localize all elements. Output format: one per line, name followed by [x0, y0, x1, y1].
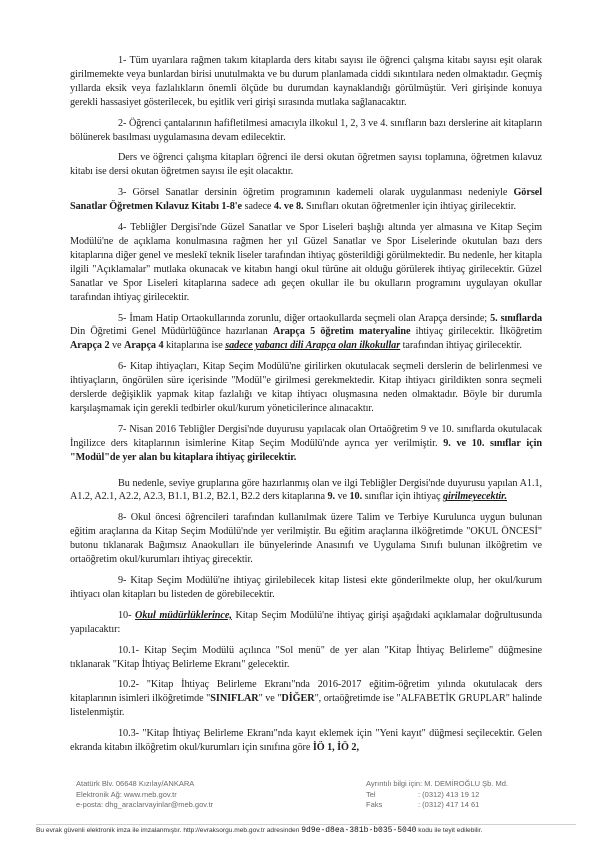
paragraph-6-text-c: ihtiyaç girilecektir. İlköğretim [410, 326, 542, 338]
e-signature-verification-line [36, 824, 576, 838]
footer-web: Elektronik Ağ: www.meb.gov.tr [76, 789, 177, 799]
paragraph-6-bold-a: 5. sınıflarda [490, 312, 542, 324]
footer-fax-label: Faks [366, 800, 383, 809]
letterhead-footer [76, 779, 546, 821]
paragraph-4-bold-a: Görsel Sanatlar Öğretmen Kılavuz Kitabı 1-8'e [70, 187, 542, 213]
footer-fax-row [366, 800, 566, 811]
paragraph-12-text-b: Kitap Seçim Modülü'ne ihtiyaç girişi aşağıdaki açıklamalar doğrultusunda yapılacaktır: [70, 609, 542, 635]
paragraph-4-text-a: 3- Görsel Sanatlar dersinin öğretim programının kademeli olarak uygulanması nedeniyle [118, 187, 514, 199]
paragraph-9-emphasis: girilmeyecektir. [443, 491, 507, 503]
paragraph-12 [70, 609, 542, 637]
verification-prefix: Bu evrak güvenli elektronik imza ile imzalanmıştır. http://evraksorgu.meb.gov.tr adresinden [36, 827, 300, 834]
paragraph-1: 1- Tüm uyarılara rağmen takım kitaplarda ders kitabı sayısı ile öğrenci çalışma kitabı sayısı eşit olarak girilmemekte veya bunlardan birisi unutulmakta ve bu durum planlamada ciddi sıkıntılara neden olmaktadır. Geçmiş yıllarda eksik veya fazlalıkların önemli ölçüde bu durumdan kaynaklandığı görülmüştür. Veri girişinde konuya gerekli hassasiyet gösterilecek, bu eşitlik veri girişi sırasında mutlaka sağlanacaktır. [70, 55, 542, 108]
paragraph-13: 10.1- Kitap Seçim Modülü açılınca "Sol menü" de yer alan "Kitap İhtiyaç Belirleme" düğmesine tıklanarak "Kitap İhtiyaç Belirleme Ekranı" gelecektir. [70, 644, 542, 670]
paragraph-4-text-c: Sınıfları okutan öğretmenler için ihtiyaç girilecektir. [303, 201, 516, 213]
footer-address-block [76, 779, 276, 811]
footer-tel-label: Tel [366, 789, 376, 799]
paragraph-6-emphasis: sadece yabancı dili Arapça olan ilkokullar [225, 340, 401, 352]
paragraph-4 [70, 186, 542, 214]
paragraph-14-text-a: 10.2- "Kitap İhtiyaç Belirleme Ekranı"nda 2016-2017 eğitim-öğretim yılında okutulacak ders kitaplarının isimleri ilköğretimde " [70, 679, 542, 705]
paragraph-11: 9- Kitap Seçim Modülü'ne ihtiyaç girilebilecek kitap listesi ekte gönderilmekte olup, her okul/kurum ihtiyacı olan kitapları bu listeden de görebilecektir. [70, 575, 542, 600]
paragraph-9-text-c: sınıflar için ihtiyaç [362, 491, 443, 503]
paragraph-15-bold: İÖ 1, İÖ 2, [312, 742, 359, 754]
paragraph-6-bold-b: Arapça 5 öğretim materyaline [272, 326, 411, 338]
document-body [70, 54, 542, 762]
footer-tel-value: : (0312) 413 19 12 [418, 789, 480, 799]
footer-fax-value: : (0312) 417 14 61 [418, 800, 480, 809]
paragraph-9-bold-b: 10. [349, 491, 363, 503]
paragraph-15-text: 10.3- "Kitap İhtiyaç Belirleme Ekranı"nda kayıt eklemek için "Yeni kayıt" düğmesi seçilecektir. Gelen ekranda kitabın ilköğretim okul/kurumları için sınıfına göre [70, 728, 542, 754]
paragraph-6-bold-d: Arapça 4 [124, 340, 164, 352]
verification-suffix: kodu ile teyit edilebilir. [418, 827, 483, 834]
paragraph-8 [70, 423, 542, 465]
footer-address: Atatürk Blv. 06648 Kızılay/ANKARA [76, 779, 195, 788]
paragraph-7: 6- Kitap ihtiyaçları, Kitap Seçim Modülü'ne girilirken okutulacak seçmeli derslerin de belirlenmesi ve ihtiyaçların, öngörülen süre içerisinde "Modül"e girilmesi gerekmektedir. Kitap ihtiyacı girildikten sonra seçmeli derslerde değişiklik yapmak kitap fazlalığı ve kitap ihtiyacı oluşmasına neden olmaktadır. Böyle bir durumla karşılaşmamak için gerekli tedbirler okul/kurum yöneticilerince alınacaktır. [70, 361, 542, 414]
paragraph-5: 4- Tebliğler Dergisi'nde Güzel Sanatlar ve Spor Liseleri başlığı altında yer almasına ve Kitap Seçim Modülü'ne de açıklama konulmasına rağmen her yıl Güzel Sanatlar ve Spor Liselerinde okutulan bazı ders kitaplarına diğer genel ve meslekî teknik liseler tarafından ihtiyaç gösterildiği görülmektedir. Bu nedenle, her kitapla ilgili "Açıklamalar" mutlaka okunacak ve kitabın hangi okul türüne ait olduğu görülerek ihtiyaç girilecektir. Güzel Sanatlar ve Spor Liseleri kitaplarına sadece adı geçen okullar ile bu okulların programını uygulayan okullar tarafından ihtiyaç girilecektir. [70, 222, 542, 303]
paragraph-9-text-b: ve [334, 491, 350, 503]
paragraph-9-text-a: Bu nedenle, seviye gruplarına göre hazırlanmış olan ve ilgi Tebliğler Dergisi'nde duyurusu yapılan A1.1, A1.2, A2.1, A2.2, A2.3, B1.1, B1.2, B2.1, B2.2 ders kitaplarına [70, 477, 542, 503]
paragraph-10: 8- Okul öncesi öğrencileri tarafından kullanılmak üzere Talim ve Terbiye Kurulunca uygun bulunan eğitim araçlarına da Kitap Seçim Modülü'nde yer verilmiştir. Bu eğitim araçlarına ilköğretimde "OKUL ÖNCESİ" butonu tıklanarak Bağımsız Anaokulları ile bünyelerinde Anasınıfı ve Uygulama Sınıfı bulunan ilköğretim ve ortaöğretim okul/kurumları ihtiyaç girecektir. [70, 512, 542, 566]
paragraph-3: Ders ve öğrenci çalışma kitapları öğrenci ile dersi okutan öğretmen sayısı toplamına, öğretmen kılavuz kitabı ise dersi okutan öğretmen sayısı ile eşit olacaktır. [70, 152, 542, 178]
footer-email: e-posta: dhg_araclarvayinlar@meb.gov.tr [76, 800, 214, 809]
paragraph-14 [70, 678, 542, 720]
paragraph-2: 2- Öğrenci çantalarının hafifletilmesi amacıyla ilkokul 1, 2, 3 ve 4. sınıfların bazı derslerine ait kitapların bölünerek basılması uygulamasına devam edilecektir. [70, 117, 542, 143]
paragraph-6 [70, 312, 542, 354]
paragraph-14-bold-b: DİĞER [281, 693, 315, 705]
paragraph-4-bold-b: 4. ve 8. [273, 201, 304, 213]
paragraph-4-text-b: sadece [242, 201, 274, 213]
paragraph-6-text-d: ve [109, 340, 125, 352]
paragraph-15 [70, 727, 542, 755]
paragraph-9-bold-a: 9. [327, 491, 335, 503]
paragraph-8-text: 7- Nisan 2016 Tebliğler Dergisi'nde duyurusu yapılacak olan Ortaöğretim 9 ve 10. sınıflarda okutulacak İngilizce ders kitaplarının isimlerine Kitap Seçim Modülü'nde ayrıca yer verilmiştir. [70, 423, 542, 449]
paragraph-6-bold-c: Arapça 2 [70, 340, 110, 352]
paragraph-14-text-c: ", ortaöğretimde ise "ALFABETİK GRUPLAR" halinde listelenmiştir. [70, 693, 542, 719]
paragraph-9 [70, 477, 542, 505]
paragraph-12-emphasis: Okul müdürlüklerince, [135, 609, 232, 621]
paragraph-6-text-f: tarafından ihtiyaç girilecektir. [400, 340, 522, 352]
footer-contact-person: Ayrıntılı bilgi için: M. DEMİROĞLU Şb. Md. [366, 779, 508, 788]
paragraph-8-bold: 9. ve 10. sınıflar için "Modül"de yer alan bu kitaplara ihtiyaç girilecektir. [70, 437, 543, 463]
paragraph-14-text-b: " ve " [258, 693, 282, 705]
footer-tel-row [366, 790, 566, 801]
paragraph-6-text-a: 5- İmam Hatip Ortaokullarında zorunlu, diğer ortaokullarda seçmeli olan Arapça dersinde; [118, 312, 491, 324]
paragraph-6-text-e: kitaplarına ise [163, 340, 226, 352]
paragraph-6-text-b: Din Öğretimi Genel Müdürlüğünce hazırlanan [70, 326, 273, 338]
footer-contact-block [366, 779, 566, 811]
paragraph-12-text-a: 10- [118, 609, 136, 621]
paragraph-14-bold-a: SINIFLAR [210, 693, 259, 705]
verification-code: 9d9e-d8ea-381b-b035-5040 [301, 826, 417, 835]
